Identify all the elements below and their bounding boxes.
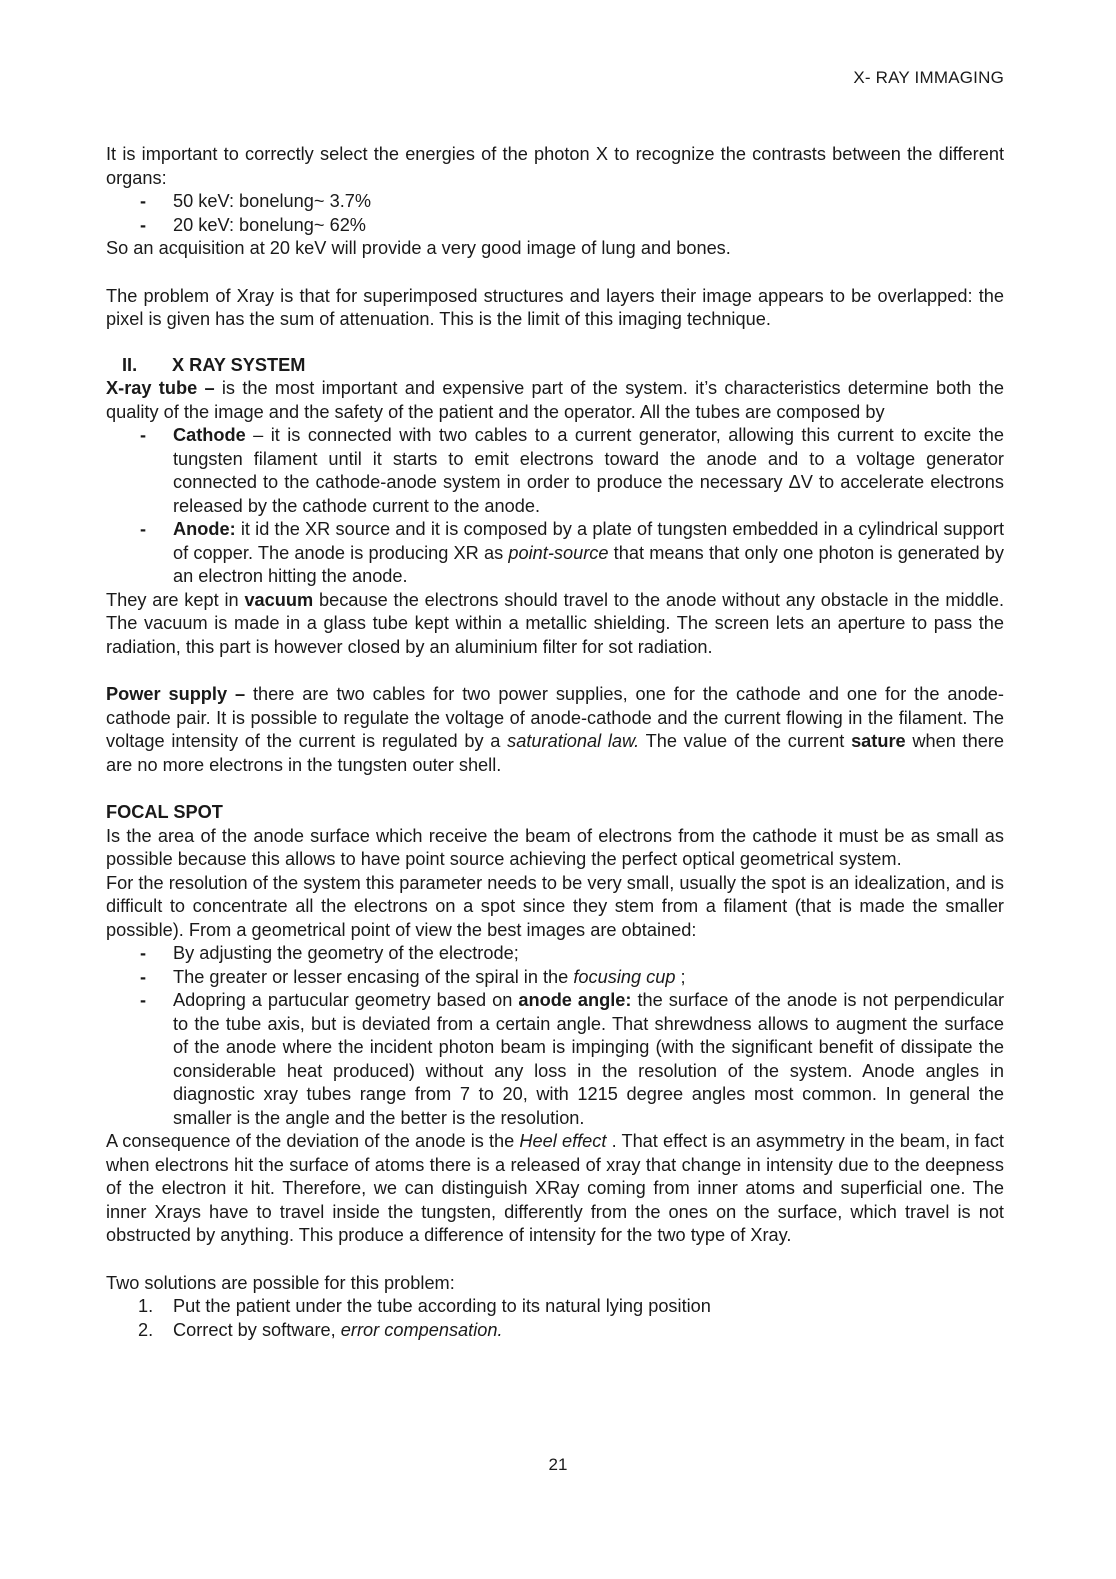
list-item-text: – it is connected with two cables to a current generator, allowing this current to excite the tungsten filament until it starts to emit electrons toward the anode and to a voltage generator connected to the cathode-anode system in order to produce the necessary ΔV to accelerate electrons released by the cathode current to the anode. bbox=[173, 425, 1004, 516]
document-body bbox=[106, 143, 1004, 1342]
list-item-text: Correct by software, bbox=[173, 1319, 341, 1340]
problem-paragraph: The problem of Xray is that for superimposed structures and layers their image appears to be overlapped: the pixel is given has the sum of attenuation. This is the limit of this imaging technique. bbox=[106, 285, 1004, 329]
paragraph-text: The value of the current bbox=[639, 731, 852, 751]
xray-tube-paragraph bbox=[106, 377, 1004, 424]
paragraph-text: . That effect is an asymmetry in the beam, in fact when electrons hit the surface of atoms there is a released of xray that change in intensity due to the deepness of the electron it hit. Therefore, we can distinguish XRay coming from inner atoms and superficial one. The inner Xrays have to travel inside the tungsten, differently from the ones on the surface, which travel is not obstructed by anything. This produce a difference of intensity for the two type of Xray. bbox=[106, 1131, 1004, 1245]
term-vacuum: vacuum bbox=[244, 589, 314, 610]
heel-effect-paragraph bbox=[106, 1130, 1004, 1248]
term-xray-tube: X-ray tube – bbox=[106, 378, 215, 398]
list-item: - 20 keV: bonelung~ 62% bbox=[140, 214, 366, 235]
list-item: - Adopring a partucular geometry based on anode angle: the surface of the anode is not perpendicular to the tube axis, but is deviated from a certain angle. That shrewdness allows to augment the surface of the anode where the incident photon beam is impinging (with the significant benefit of dissipate the considerable heat produced) without any loss in the resolution of the system. Anode angles in diagnostic xray tubes range from 7 to 20, with 1215 degree angles most common. In general the smaller is the angle and the better is the resolution. bbox=[140, 990, 1005, 1128]
paragraph-text: when there are no more electrons in the tungsten outer shell. bbox=[106, 731, 1005, 775]
emphasis: error compensation. bbox=[340, 1319, 503, 1340]
section-numeral: II. bbox=[122, 354, 138, 375]
list-item: 1. Put the patient under the tube according to its natural lying position bbox=[138, 1296, 711, 1316]
focal-paragraph-2: For the resolution of the system this parameter needs to be very small, usually the spot is an idealization, and is difficult to concentrate all the electrons on a spot since they stem from a filament (that is made the smaller possible). From a geometrical point of view the best images are obtained: bbox=[106, 872, 1004, 940]
acquisition-paragraph: So an acquisition at 20 keV will provide a very good image of lung and bones. bbox=[106, 238, 731, 258]
list-item: 2. Correct by software, error compensation. bbox=[138, 1319, 503, 1340]
list-item-text: The greater or lesser encasing of the spiral in the bbox=[173, 966, 574, 987]
list-item: - 50 keV: bonelung~ 3.7% bbox=[140, 191, 372, 211]
tube-components-list bbox=[106, 424, 1004, 589]
power-supply-paragraph bbox=[106, 683, 1004, 777]
geometry-list bbox=[106, 942, 1004, 1130]
list-item-text: By adjusting the geometry of the electrode; bbox=[173, 943, 519, 963]
energy-list bbox=[106, 190, 1004, 237]
vacuum-paragraph bbox=[106, 589, 1004, 660]
list-item-text: 20 keV: bonelung~ 62% bbox=[173, 214, 366, 235]
focal-paragraph-1: Is the area of the anode surface which receive the beam of electrons from the cathode it must be as small as possible because this allows to have point source achieving the perfect optical geometrical system. bbox=[106, 825, 1004, 869]
solutions-intro: Two solutions are possible for this problem: bbox=[106, 1272, 455, 1293]
page-header: X- RAY IMMAGING bbox=[853, 68, 1004, 87]
term-cathode: Cathode bbox=[173, 425, 246, 445]
emphasis: focusing cup bbox=[573, 966, 676, 987]
paragraph-text: there are two cables for two power supplies, one for the cathode and one for the anode-cathode pair. It is possible to regulate the voltage of anode-cathode and the current flowing in the filament. The voltage intensity of the current is regulated by a bbox=[106, 684, 1004, 751]
intro-paragraph: It is important to correctly select the energies of the photon X to recognize the contrasts between the different organs: bbox=[106, 144, 1004, 188]
list-item-text: it id the XR source and it is composed by a plate of tungsten embedded in a cylindrical support of copper. The anode is producing XR as bbox=[173, 519, 1004, 563]
term-power-supply: Power supply – bbox=[106, 684, 246, 704]
list-item: - The greater or lesser encasing of the spiral in the focusing cup ; bbox=[140, 966, 686, 987]
emphasis: saturational law. bbox=[507, 731, 640, 751]
paragraph-text: is the most important and expensive part of the system. it’s characteristics determine both the quality of the image and the safety of the patient and the operator. All the tubes are composed by bbox=[106, 378, 1005, 422]
paragraph-text: They are kept in bbox=[106, 589, 245, 610]
term-anode-angle: anode angle: bbox=[518, 990, 632, 1010]
list-item-text: that means that only one photon is generated by an electron hitting the anode. bbox=[173, 542, 1005, 586]
solutions-list bbox=[106, 1295, 1004, 1342]
list-item-cathode: - Cathode – it is connected with two cables to a current generator, allowing this current to excite the tungsten filament until it starts to emit electrons toward the anode and to a voltage generator connected to the cathode-anode system in order to produce the necessary ΔV to accelerate electrons released by the cathode current to the anode. bbox=[140, 425, 1004, 516]
emphasis: point-source bbox=[508, 542, 609, 563]
list-item-text: ; bbox=[675, 966, 686, 987]
list-item: - By adjusting the geometry of the electrode; bbox=[140, 943, 519, 963]
list-item-text: Put the patient under the tube according to its natural lying position bbox=[173, 1296, 711, 1316]
section-title: X RAY SYSTEM bbox=[172, 354, 306, 375]
list-item-text: Adopring a partucular geometry based on bbox=[173, 990, 519, 1010]
paragraph-text: A consequence of the deviation of the anode is the bbox=[106, 1131, 520, 1151]
list-item-text: 50 keV: bonelung~ 3.7% bbox=[173, 191, 372, 211]
term-sature: sature bbox=[851, 731, 906, 751]
term-anode: Anode: bbox=[173, 519, 236, 539]
paragraph-text: because the electrons should travel to the anode without any obstacle in the middle. The vacuum is made in a glass tube kept within a metallic shielding. The screen lets an aperture to pass the radiation, this part is however closed by an aluminium filter for sot radiation. bbox=[106, 589, 1004, 657]
list-item-anode: - Anode: it id the XR source and it is composed by a plate of tungsten embedded in a cylindrical support of copper. The anode is producing XR as point-source that means that only one photon is generated by an electron hitting the anode. bbox=[140, 519, 1005, 586]
section-heading bbox=[106, 354, 1004, 378]
emphasis: Heel effect bbox=[519, 1131, 607, 1151]
list-item-text: the surface of the anode is not perpendicular to the tube axis, but is deviated from a certain angle. That shrewdness allows to augment the surface of the anode where the incident photon beam is impinging (with the significant benefit of dissipate the considerable heat produced) without any loss in the resolution of the system. Anode angles in diagnostic xray tubes range from 7 to 20, with 1215 degree angles most common. In general the smaller is the angle and the better is the resolution. bbox=[173, 990, 1005, 1128]
page-number: 21 bbox=[548, 1455, 568, 1474]
focal-spot-heading: FOCAL SPOT bbox=[106, 802, 223, 822]
